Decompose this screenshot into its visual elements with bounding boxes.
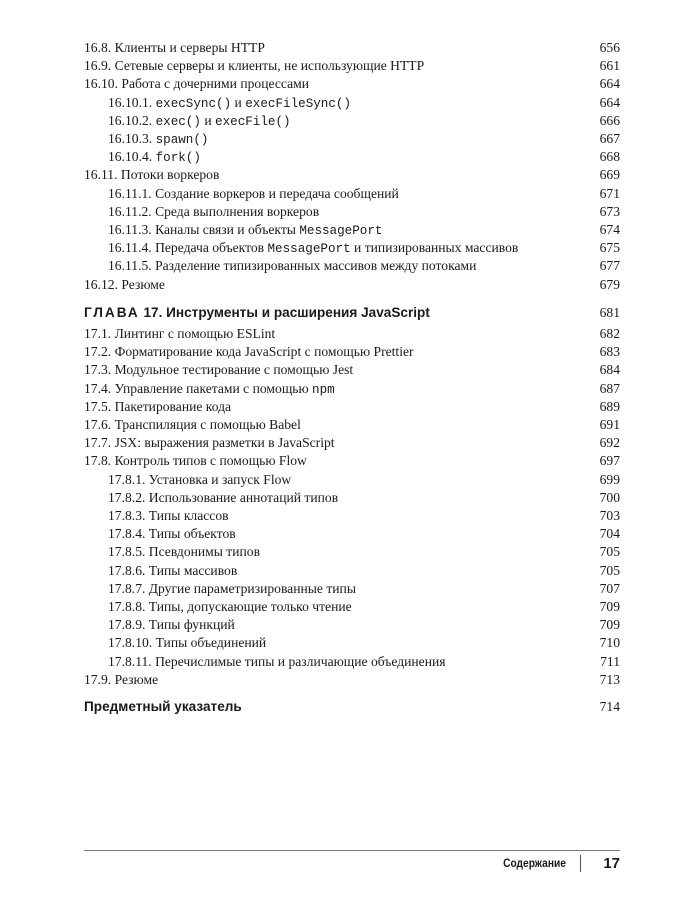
entry-text: 17.8.3. Типы классов xyxy=(108,508,229,523)
toc-entry[interactable] xyxy=(84,276,620,294)
entry-text: 16.11.5. Разделение типизированных массивов между потоками xyxy=(108,258,477,274)
entry-title xyxy=(84,94,351,112)
toc-entry[interactable] xyxy=(84,489,620,507)
toc-entry[interactable] xyxy=(84,325,620,343)
entry-title xyxy=(84,398,231,416)
entry-title xyxy=(84,416,301,434)
entry-title xyxy=(84,257,476,275)
entry-text: 17.3. Модульное тестирование с помощью Jest xyxy=(84,362,354,378)
chapter-17-heading[interactable] xyxy=(84,304,620,322)
index-entry[interactable] xyxy=(84,698,620,716)
entry-title xyxy=(84,39,265,57)
page-number: 711 xyxy=(600,653,620,669)
code-text: fork() xyxy=(155,151,201,166)
entry-text: и типизированных массивов xyxy=(350,240,519,256)
entry-title xyxy=(84,543,260,561)
entry-title xyxy=(84,343,414,361)
entry-title xyxy=(84,276,165,294)
toc-entry[interactable] xyxy=(84,416,620,434)
entry-title xyxy=(84,452,307,470)
footer-divider xyxy=(84,850,620,851)
toc-entry[interactable] xyxy=(84,39,620,57)
page-number: 709 xyxy=(599,599,620,614)
page-number: 674 xyxy=(599,222,620,237)
page-number: 705 xyxy=(599,562,620,578)
entry-title xyxy=(84,507,229,525)
entry-text: 16.10.3. xyxy=(108,131,156,146)
page-number: 675 xyxy=(599,240,620,256)
page-number: 679 xyxy=(599,276,620,292)
entry-title xyxy=(84,598,352,616)
page-number: 709 xyxy=(599,617,620,633)
entry-title xyxy=(84,580,356,598)
page-number: 707 xyxy=(599,580,620,596)
toc-entry[interactable] xyxy=(84,75,620,93)
entry-title xyxy=(84,525,236,543)
page-number: 677 xyxy=(599,258,620,274)
page-number: 661 xyxy=(599,58,620,74)
page-number: 710 xyxy=(599,635,620,651)
toc-entry[interactable] xyxy=(84,580,620,598)
toc-entry[interactable] xyxy=(84,525,620,543)
entry-title xyxy=(84,361,353,379)
page-number: 684 xyxy=(599,362,620,378)
code-text: execSync() xyxy=(155,96,232,111)
page-number: 692 xyxy=(599,435,620,451)
toc-entry[interactable] xyxy=(84,239,620,257)
toc-entry[interactable] xyxy=(84,221,620,239)
entry-title xyxy=(84,148,201,166)
entry-text: 17.4. Управление пакетами с помощью xyxy=(84,380,313,396)
entry-text: 16.10.4. xyxy=(108,149,156,165)
toc-entry[interactable] xyxy=(84,94,620,112)
entry-text: 17.8.6. Типы массивов xyxy=(108,562,238,578)
entry-text: 17.5. Пакетирование кода xyxy=(84,398,232,414)
entry-title xyxy=(84,380,335,398)
toc-entry[interactable] xyxy=(84,166,620,184)
page-number: 666 xyxy=(599,112,620,128)
code-text: exec() xyxy=(155,114,201,129)
toc-entry[interactable] xyxy=(84,185,620,203)
page-number: 667 xyxy=(599,131,620,146)
toc-entry[interactable] xyxy=(84,398,620,416)
page-footer xyxy=(492,853,620,873)
page-number: 714 xyxy=(599,699,620,714)
page-number: 669 xyxy=(599,167,620,183)
toc-entry[interactable] xyxy=(84,653,620,671)
toc-entry[interactable] xyxy=(84,112,620,130)
toc-entry[interactable] xyxy=(84,361,620,379)
entry-text: 17.8.8. Типы, допускающие только чтение xyxy=(108,599,352,614)
entry-title xyxy=(84,325,275,343)
entry-title xyxy=(84,434,335,452)
page-number: 700 xyxy=(599,489,620,505)
toc-entry[interactable] xyxy=(84,130,620,148)
page-number: 691 xyxy=(599,417,620,432)
entry-title xyxy=(84,616,235,634)
page-number: 681 xyxy=(599,305,620,320)
page-number: 689 xyxy=(599,398,620,414)
entry-text: 17.6. Транспиляция с помощью Babel xyxy=(84,417,301,432)
index-title: Предметный указатель xyxy=(84,699,242,714)
code-text: npm xyxy=(312,382,335,397)
entry-text: 17.8.9. Типы функций xyxy=(108,617,235,633)
toc-entry[interactable] xyxy=(84,471,620,489)
page-number: 656 xyxy=(599,40,620,55)
entry-text: 17.8.11. Перечислимые типы и различающие объединения xyxy=(108,653,446,669)
entry-text: 16.10. Работа с дочерними процессами xyxy=(84,76,309,92)
entry-title xyxy=(84,562,237,580)
page-number: 668 xyxy=(599,149,620,165)
code-text: execFileSync() xyxy=(245,96,352,111)
entry-text: 17.2. Форматирование кода JavaScript с помощью Prettier xyxy=(84,344,414,360)
page-number: 687 xyxy=(599,380,620,396)
entry-text: 17.8.5. Псевдонимы типов xyxy=(108,544,261,560)
page-number: 682 xyxy=(599,326,620,341)
page-number: 699 xyxy=(599,471,620,487)
code-text: execFile() xyxy=(215,114,291,129)
entry-text: 16.12. Резюме xyxy=(84,276,165,292)
toc-entry[interactable] xyxy=(84,598,620,616)
toc-entry[interactable] xyxy=(84,671,620,689)
entry-title xyxy=(84,239,518,257)
entry-title xyxy=(84,471,291,489)
entry-text: и xyxy=(231,94,246,110)
code-text: MessagePort xyxy=(299,224,383,238)
entry-text: 17.8.7. Другие параметризированные типы xyxy=(108,580,356,596)
page-number: 713 xyxy=(599,671,620,687)
page-number: 704 xyxy=(599,526,620,542)
toc-entry[interactable] xyxy=(84,452,620,470)
code-text: MessagePort xyxy=(267,242,351,257)
entry-text: 17.9. Резюме xyxy=(84,671,159,687)
entry-text: 16.11.4. Передача объектов xyxy=(108,240,268,256)
toc-entry[interactable] xyxy=(84,203,620,221)
toc-entry[interactable] xyxy=(84,57,620,75)
entry-text: 16.11. Потоки воркеров xyxy=(84,167,220,183)
entry-title xyxy=(84,653,446,671)
entry-text: 17.8. Контроль типов с помощью Flow xyxy=(84,453,307,469)
entry-title xyxy=(84,166,219,184)
entry-text: 16.10.2. xyxy=(108,112,156,128)
entry-text: 17.8.2. Использование аннотаций типов xyxy=(108,489,339,505)
entry-text: 16.10.1. xyxy=(108,94,156,110)
entry-title xyxy=(84,221,382,239)
entry-text: 17.8.10. Типы объединений xyxy=(108,635,267,651)
page-number: 703 xyxy=(599,508,620,523)
page-number: 683 xyxy=(599,344,620,360)
entry-title xyxy=(84,130,208,148)
entry-text: и xyxy=(200,112,216,128)
running-footer-section: Содержание xyxy=(503,856,567,870)
footer-separator xyxy=(580,855,581,872)
entry-title xyxy=(84,203,319,221)
entry-title xyxy=(84,75,309,93)
chapter-title xyxy=(84,304,430,322)
entry-text: 16.9. Сетевые серверы и клиенты, не использующие HTTP xyxy=(84,58,425,74)
entry-title xyxy=(84,489,338,507)
page-number: 664 xyxy=(599,76,620,92)
toc-entry[interactable] xyxy=(84,148,620,166)
entry-text: 17.1. Линтинг с помощью ESLint xyxy=(84,326,276,341)
entry-text: 16.11.2. Среда выполнения воркеров xyxy=(108,203,320,219)
toc-entry[interactable] xyxy=(84,434,620,452)
chapter-label: ГЛАВА xyxy=(84,305,140,320)
page-number: 673 xyxy=(599,203,620,219)
toc-entry[interactable] xyxy=(84,380,620,398)
entry-title xyxy=(84,634,266,652)
toc-entry[interactable] xyxy=(84,616,620,634)
entry-title xyxy=(84,112,291,130)
entry-text: 16.8. Клиенты и серверы HTTP xyxy=(84,40,265,55)
entry-text: 17.7. JSX: выражения разметки в JavaScript xyxy=(84,435,335,451)
page-number: 664 xyxy=(599,94,620,110)
page-number: 705 xyxy=(599,544,620,560)
toc-entry[interactable] xyxy=(84,562,620,580)
entry-text: 17.8.1. Установка и запуск Flow xyxy=(108,471,292,487)
chapter-name: 17. Инструменты и расширения JavaScript xyxy=(139,305,430,320)
toc-entry[interactable] xyxy=(84,634,620,652)
page-number: 697 xyxy=(599,453,620,469)
footer-page-number: 17 xyxy=(603,854,620,872)
entry-text: 17.8.4. Типы объектов xyxy=(108,526,236,542)
toc-entry[interactable] xyxy=(84,343,620,361)
entry-text: 16.11.3. Каналы связи и объекты xyxy=(108,222,300,237)
code-text: spawn() xyxy=(155,133,209,147)
entry-title xyxy=(84,185,399,203)
toc-entry[interactable] xyxy=(84,507,620,525)
toc-entry[interactable] xyxy=(84,543,620,561)
toc-entry[interactable] xyxy=(84,257,620,275)
entry-title xyxy=(84,57,424,75)
page-number: 671 xyxy=(599,185,620,201)
entry-title xyxy=(84,671,158,689)
entry-text: 16.11.1. Создание воркеров и передача сообщений xyxy=(108,185,399,201)
